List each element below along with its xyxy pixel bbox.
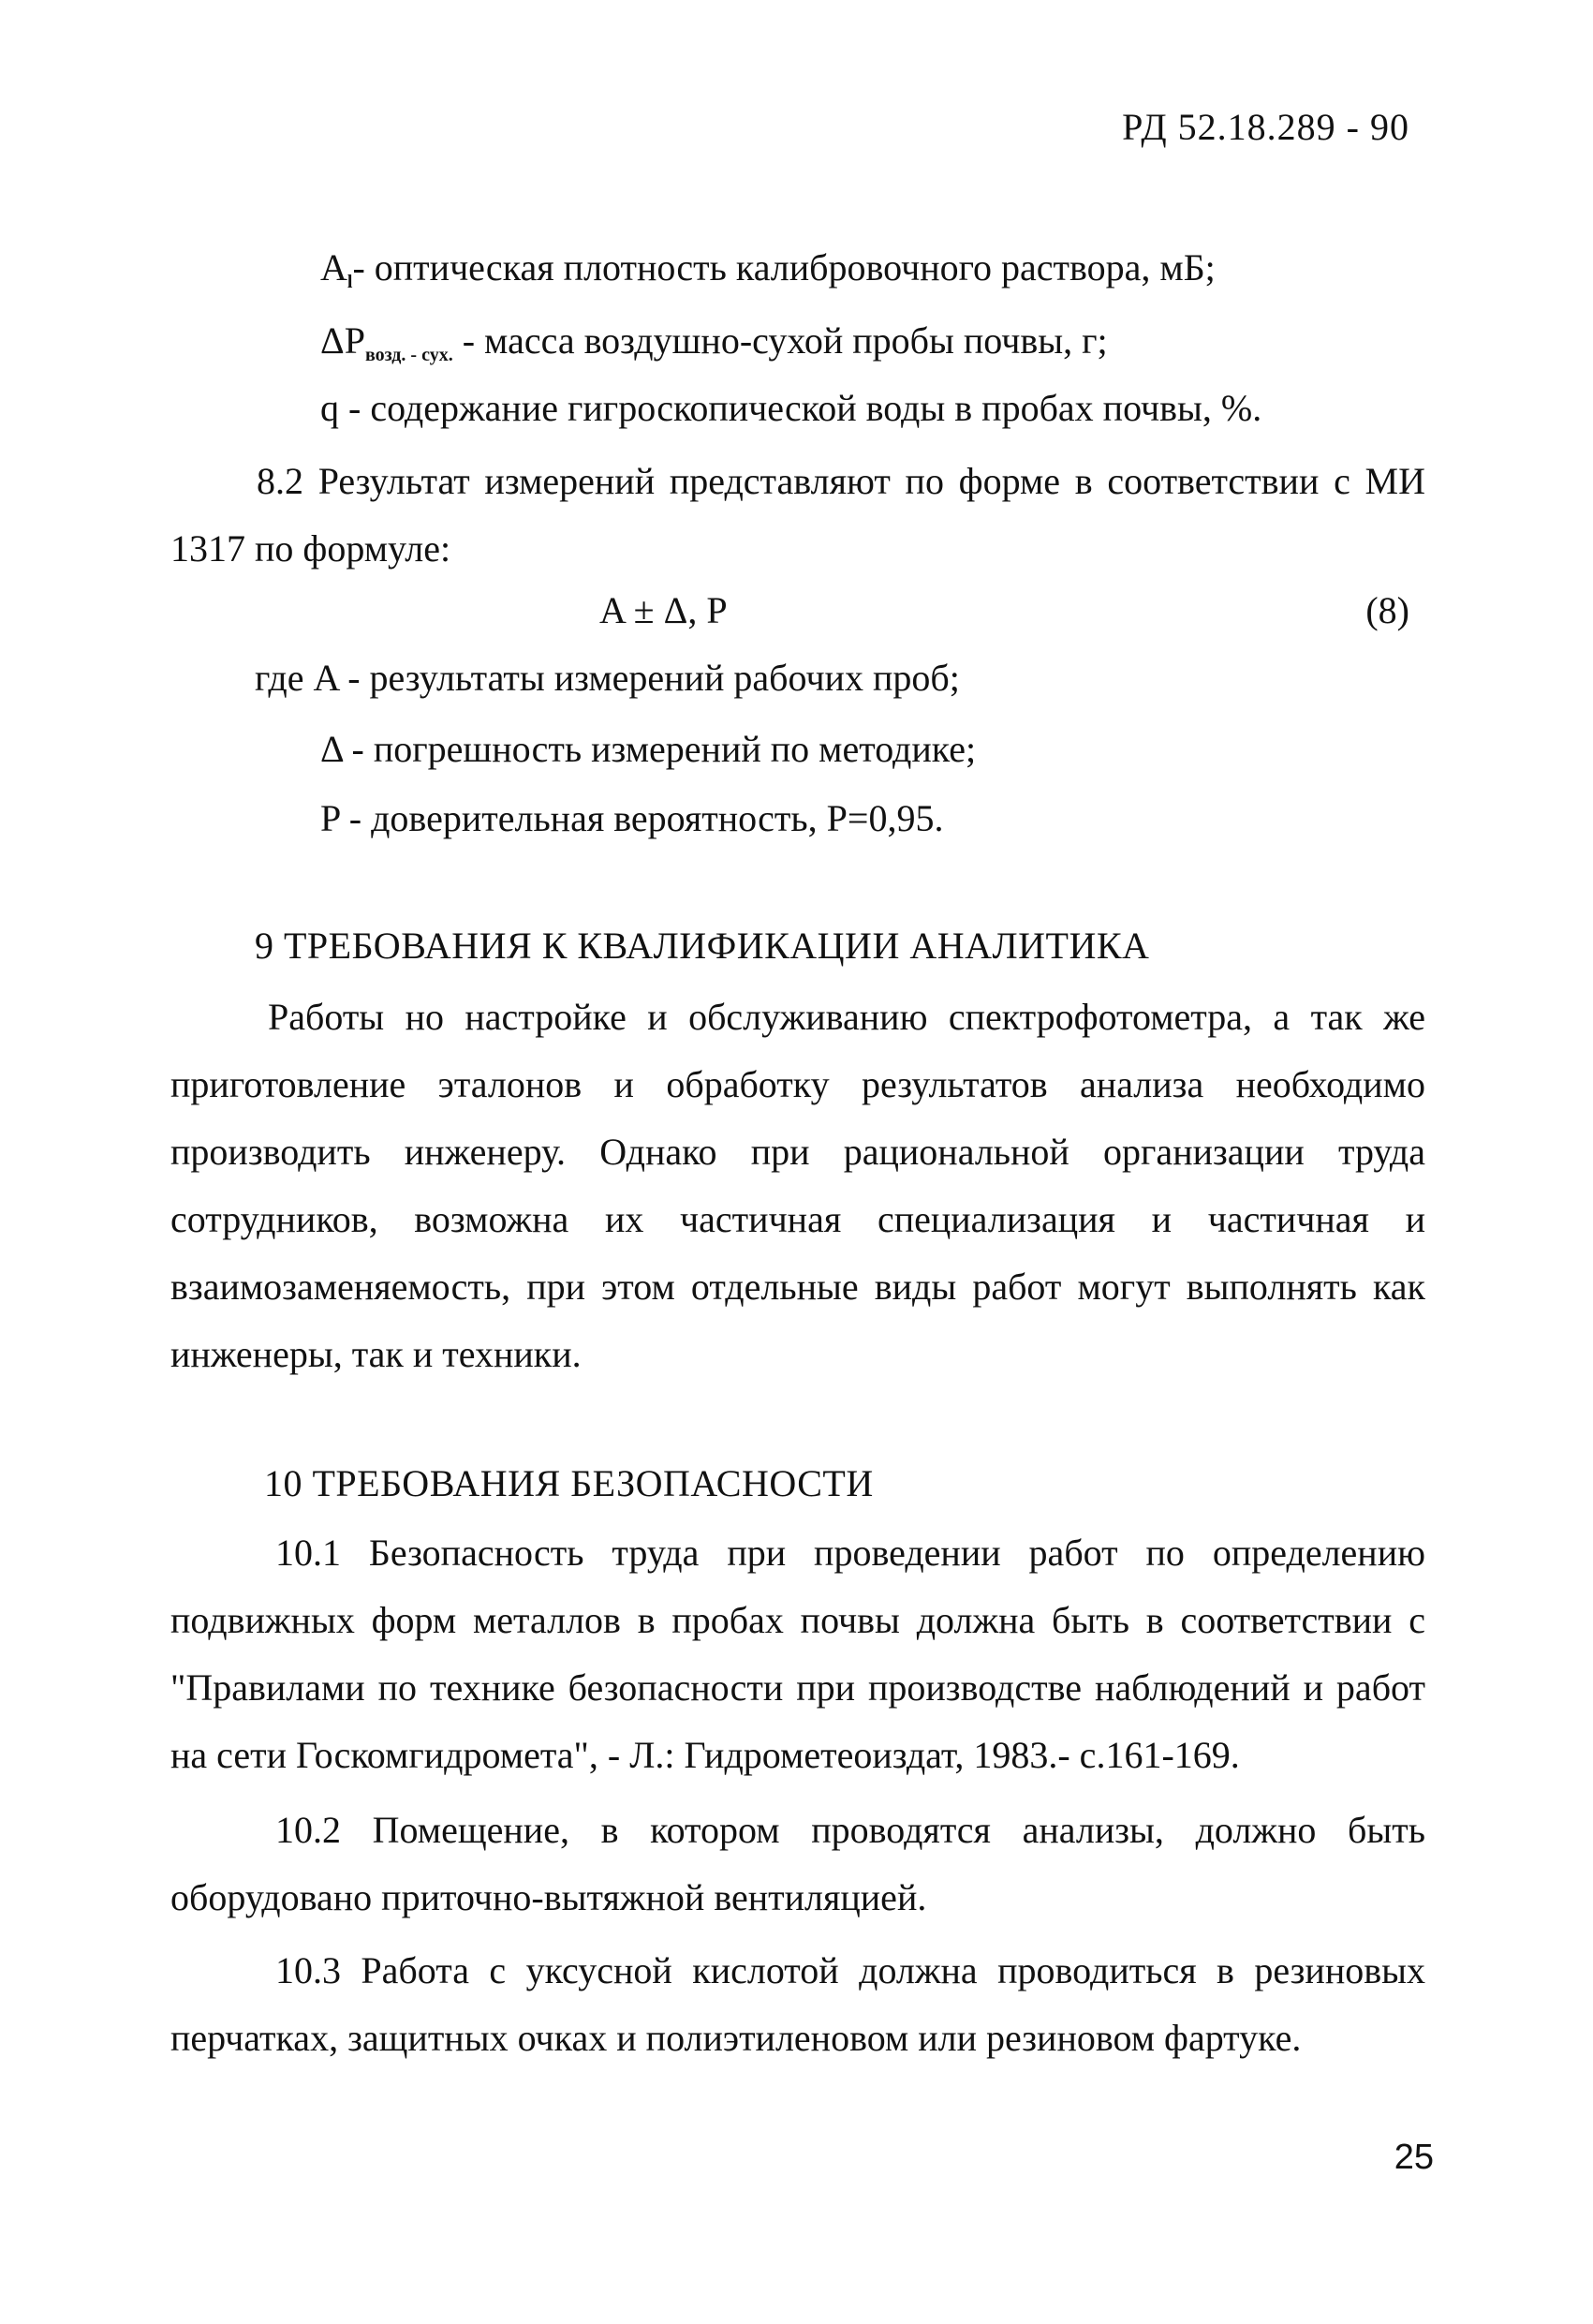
definition-text: - оптическая плотность калибровочного раствора, мБ; (352, 246, 1216, 289)
section-10-3-paragraph: 10.3 Работа с уксусной кислотой должна проводиться в резиновых перчатках, защитных очках и полиэтиленовом или резиновом фартуке. (170, 1949, 1425, 2059)
definition-p: P - доверительная вероятность, P=0,95. (320, 797, 944, 839)
section-10-1-paragraph: 10.1 Безопасность труда при проведении работ по определению подвижных форм металлов в пробах почвы должна быть в соответствии с "Правилами по технике безопасности при производстве наблюдений и работ на сети Госкомгидромета", - Л.: Гидрометеоиздат, 1983.- с.161-169. (170, 1532, 1425, 1776)
definition-symbol: A (320, 246, 347, 289)
formula-number: (8) (1365, 589, 1409, 631)
definition-delta-p (320, 318, 1108, 370)
definition-q (320, 386, 1261, 437)
section-8-2-paragraph: 8.2 Результат измерений представляют по форме в соответствии с МИ 1317 по формуле: (170, 460, 1425, 570)
definition-subscript: возд. - сух. (364, 345, 453, 365)
definition-text: - содержание гигроскопической воды в пробах почвы, %. (339, 387, 1262, 429)
definition-subscript: l (347, 272, 353, 292)
formula: A ± Δ, P (599, 589, 728, 631)
document-id: РД 52.18.289 - 90 (1122, 106, 1409, 148)
definition-a: где A - результаты измерений рабочих проб; (255, 657, 960, 699)
section-10-heading: 10 ТРЕБОВАНИЯ БЕЗОПАСНОСТИ (264, 1462, 874, 1504)
section-9-heading: 9 ТРЕБОВАНИЯ К КВАЛИФИКАЦИИ АНАЛИТИКА (255, 925, 1150, 967)
definition-text: - масса воздушно-сухой пробы почвы, г; (452, 319, 1108, 362)
section-9-paragraph: Работы но настройке и обслуживанию спектрофотометра, а так же приготовление эталонов и обработку результатов анализа необходимо производить инженеру. Однако при рациональной организации труда сотрудников, возможна их частичная специализация и частичная и взаимозаменяемость, при этом отдельные виды работ могут выполнять как инженеры, так и техники. (170, 996, 1425, 1375)
page-number: 25 (1394, 2138, 1434, 2177)
definition-symbol: ΔP (320, 319, 365, 362)
definition-delta: Δ - погрешность измерений по методике; (320, 728, 977, 770)
definition-a1 (320, 245, 1216, 297)
definition-symbol: q (320, 387, 339, 429)
section-10-2-paragraph: 10.2 Помещение, в котором проводятся анализы, должно быть оборудовано приточно-вытяжной вентиляцией. (170, 1809, 1425, 1918)
